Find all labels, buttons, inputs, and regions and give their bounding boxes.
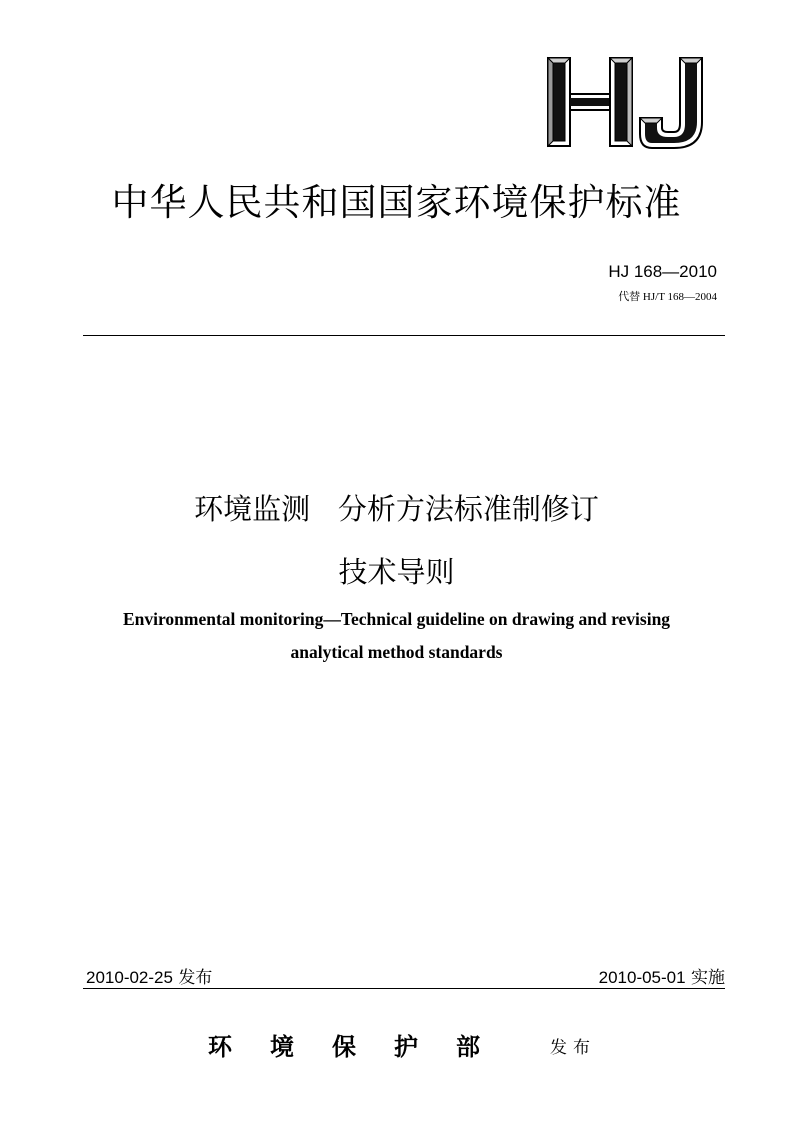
issue-date-label: 发布 xyxy=(178,968,213,988)
standard-number: HJ 168—2010 xyxy=(608,262,717,281)
english-title-line-2: analytical method standards xyxy=(290,642,503,662)
chinese-title-line-1: 环境监测 分析方法标准制修订 xyxy=(194,492,599,526)
chinese-title-line-2: 技术导则 xyxy=(338,555,455,589)
english-title-line-1: Environmental monitoring—Technical guideline on drawing and revising xyxy=(122,609,671,629)
svg-text:HJ: HJ xyxy=(540,52,542,53)
issue-date-value: 2010-02-25 xyxy=(86,968,173,987)
implementation-date xyxy=(599,963,725,988)
replaces-note: 代替 HJ/T 168—2004 xyxy=(618,291,717,303)
publisher: 环境保护部 xyxy=(208,1033,518,1061)
footer-divider xyxy=(83,988,725,989)
implementation-date-value: 2010-05-01 xyxy=(598,968,686,987)
publisher-suffix: 发布 xyxy=(550,1038,596,1058)
issue-date xyxy=(86,963,212,988)
implementation-date-label: 实施 xyxy=(691,968,725,988)
agency-title: 中华人民共和国国家环境保护标准 xyxy=(111,181,682,224)
hj-logo xyxy=(540,52,712,152)
header-divider xyxy=(83,335,725,336)
